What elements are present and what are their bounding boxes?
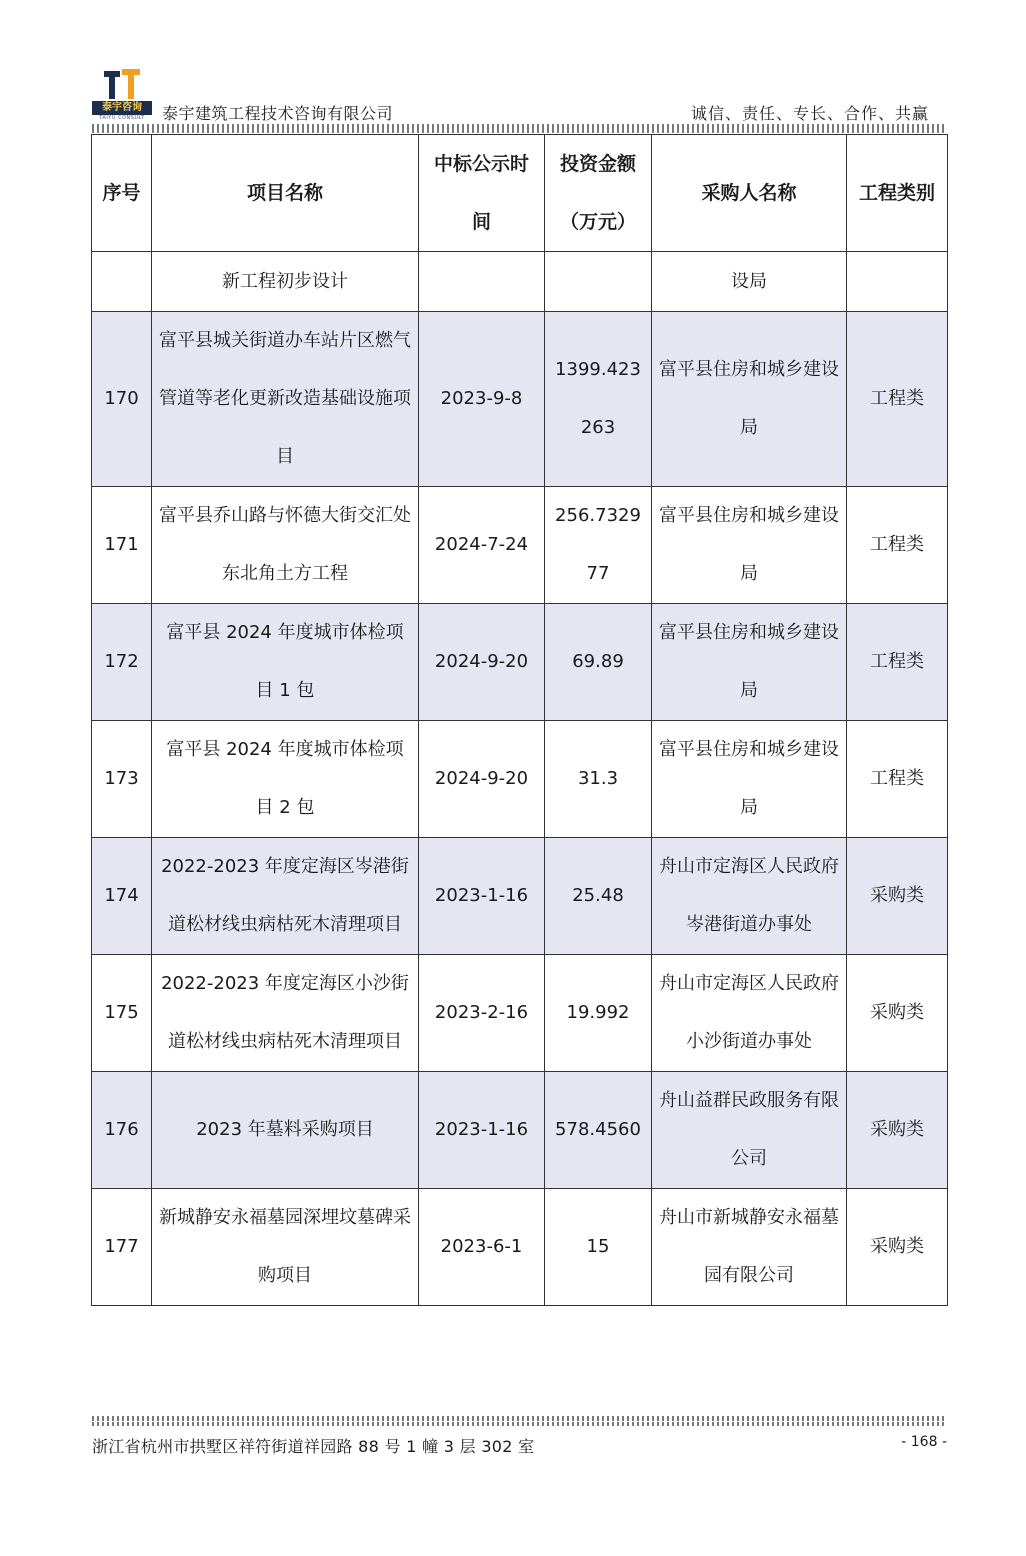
cell-amount: 578.4560 [545, 1072, 652, 1189]
cell-amount: 256.732977 [545, 487, 652, 604]
header-name: 项目名称 [152, 135, 419, 252]
cell-time: 2023-1-16 [419, 1072, 545, 1189]
cell-no: 173 [92, 721, 152, 838]
cell-buyer: 富平县住房和城乡建设局 [652, 312, 847, 487]
cell-buyer: 富平县住房和城乡建设局 [652, 604, 847, 721]
cell-amount [545, 252, 652, 312]
cell-amount: 25.48 [545, 838, 652, 955]
cell-no: 176 [92, 1072, 152, 1189]
footer-divider-secondary [92, 1422, 947, 1426]
cell-time: 2023-1-16 [419, 838, 545, 955]
company-address: 浙江省杭州市拱墅区祥符街道祥园路 88 号 1 幢 3 层 302 室 [92, 1437, 535, 1456]
cell-no: 172 [92, 604, 152, 721]
cell-type: 工程类 [847, 604, 948, 721]
cell-type: 采购类 [847, 955, 948, 1072]
cell-buyer: 富平县住房和城乡建设局 [652, 721, 847, 838]
table-row [92, 955, 948, 1072]
cell-type: 工程类 [847, 721, 948, 838]
cell-type: 采购类 [847, 838, 948, 955]
cell-name: 2023 年墓料采购项目 [152, 1072, 419, 1189]
header-no: 序号 [92, 135, 152, 252]
footer-divider [92, 1416, 947, 1421]
header-time: 中标公示时间 [419, 135, 545, 252]
cell-amount: 15 [545, 1189, 652, 1306]
cell-buyer: 舟山市定海区人民政府小沙街道办事处 [652, 955, 847, 1072]
cell-no: 170 [92, 312, 152, 487]
cell-time [419, 252, 545, 312]
table-row [92, 1072, 948, 1189]
cell-amount: 1399.423263 [545, 312, 652, 487]
cell-time: 2023-2-16 [419, 955, 545, 1072]
table-header-row [92, 135, 948, 252]
cell-no: 174 [92, 838, 152, 955]
cell-time: 2024-9-20 [419, 721, 545, 838]
cell-no: 175 [92, 955, 152, 1072]
cell-buyer: 舟山市定海区人民政府岑港街道办事处 [652, 838, 847, 955]
cell-name: 2022-2023 年度定海区小沙街道松材线虫病枯死木清理项目 [152, 955, 419, 1072]
company-logo [92, 63, 152, 119]
table-row [92, 312, 948, 487]
company-motto: 诚信、责任、专长、合作、共赢 [690, 104, 929, 123]
cell-no [92, 252, 152, 312]
cell-amount: 69.89 [545, 604, 652, 721]
cell-time: 2024-9-20 [419, 604, 545, 721]
cell-type: 工程类 [847, 487, 948, 604]
header-buyer: 采购人名称 [652, 135, 847, 252]
company-name: 泰宇建筑工程技术咨询有限公司 [162, 104, 394, 123]
logo-mark-icon [102, 67, 142, 101]
table-row [92, 604, 948, 721]
table-row [92, 721, 948, 838]
cell-type: 采购类 [847, 1072, 948, 1189]
project-table [91, 134, 948, 1306]
table-row [92, 487, 948, 604]
table-row [92, 838, 948, 955]
cell-no: 177 [92, 1189, 152, 1306]
cell-name: 富平县 2024 年度城市体检项目 2 包 [152, 721, 419, 838]
table-row-continuation [92, 252, 948, 312]
cell-name: 新城静安永福墓园深埋坟墓碑采购项目 [152, 1189, 419, 1306]
cell-name: 2022-2023 年度定海区岑港街道松材线虫病枯死木清理项目 [152, 838, 419, 955]
cell-buyer: 设局 [652, 252, 847, 312]
header-divider-secondary [92, 130, 947, 133]
cell-buyer: 舟山益群民政服务有限公司 [652, 1072, 847, 1189]
cell-time: 2024-7-24 [419, 487, 545, 604]
cell-time: 2023-9-8 [419, 312, 545, 487]
cell-name: 新工程初步设计 [152, 252, 419, 312]
cell-amount: 19.992 [545, 955, 652, 1072]
header-type: 工程类别 [847, 135, 948, 252]
cell-type: 工程类 [847, 312, 948, 487]
cell-name: 富平县乔山路与怀德大街交汇处东北角土方工程 [152, 487, 419, 604]
cell-buyer: 舟山市新城静安永福墓园有限公司 [652, 1189, 847, 1306]
cell-name: 富平县城关街道办车站片区燃气管道等老化更新改造基础设施项目 [152, 312, 419, 487]
cell-name: 富平县 2024 年度城市体检项目 1 包 [152, 604, 419, 721]
page-number: - 168 - [901, 1434, 947, 1450]
header-amount: 投资金额（万元） [545, 135, 652, 252]
cell-type: 采购类 [847, 1189, 948, 1306]
logo-text: 泰宇咨询 [92, 101, 152, 115]
table-row [92, 1189, 948, 1306]
cell-buyer: 富平县住房和城乡建设局 [652, 487, 847, 604]
page-header [92, 60, 947, 134]
cell-amount: 31.3 [545, 721, 652, 838]
cell-time: 2023-6-1 [419, 1189, 545, 1306]
logo-subtext: TAIYU CONSULT [99, 115, 145, 121]
cell-no: 171 [92, 487, 152, 604]
cell-type [847, 252, 948, 312]
